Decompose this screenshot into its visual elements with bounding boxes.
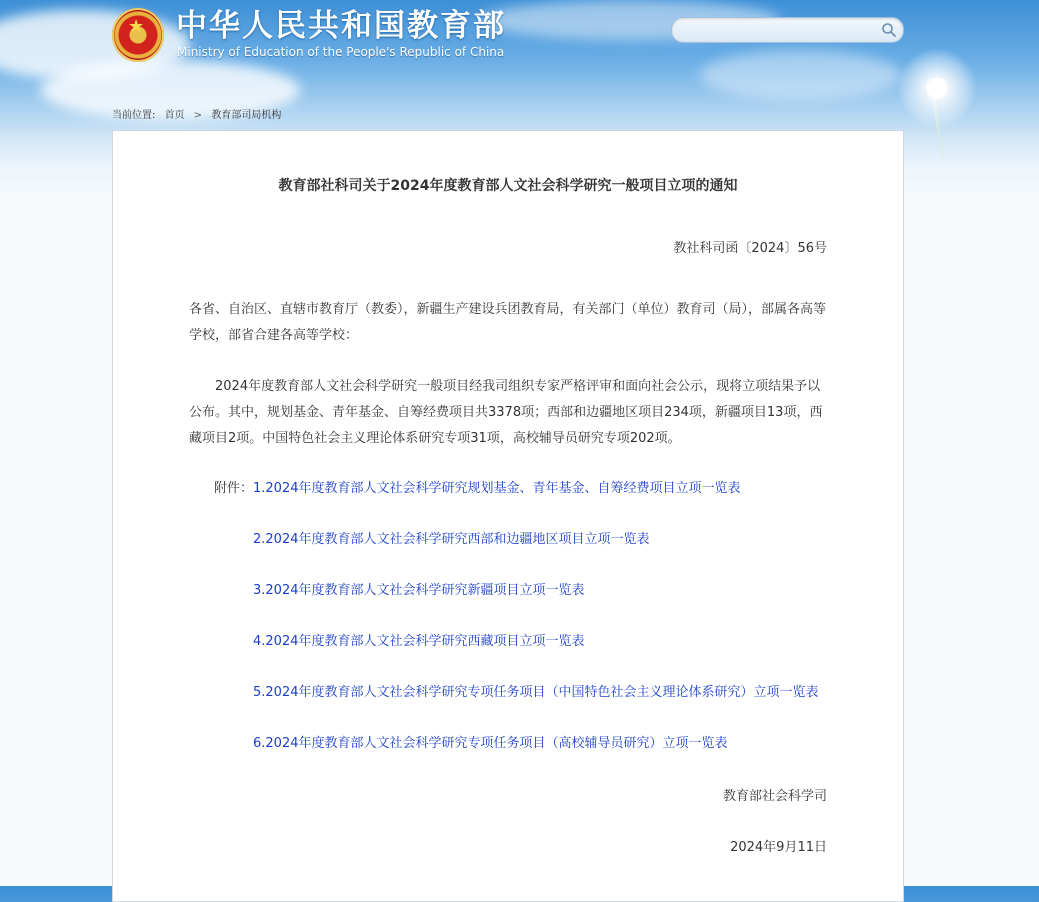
salutation-paragraph: 各省、自治区、直辖市教育厅（教委），新疆生产建设兵团教育局，有关部门（单位）教育司（局），部属各高等学校，部省合建各高等学校： xyxy=(189,302,827,343)
search-icon[interactable] xyxy=(881,22,897,38)
attachment-link-3[interactable]: 3.2024年度教育部人文社会科学研究新疆项目立项一览表 xyxy=(253,583,585,598)
breadcrumb-separator-icon: > xyxy=(193,110,203,121)
breadcrumb-home-link[interactable]: 首页 xyxy=(164,110,185,121)
dandelion-decoration xyxy=(897,48,977,128)
signer: 教育部社会科学司 xyxy=(722,789,827,804)
publish-date: 2024年9月11日 xyxy=(730,840,827,855)
site-title-english: Ministry of Education of the People's Republic of China xyxy=(177,45,505,59)
article-panel xyxy=(112,130,904,902)
body-paragraph: 2024年度教育部人文社会科学研究一般项目经我司组织专家严格评审和面向社会公示，现将立项结果予以公布。其中，规划基金、青年基金、自筹经费项目共3378项；西部和边疆地区项目234项，新疆项目13项，西藏项目2项。中国特色社会主义理论体系研究专项31项，高校辅导员研究专项202项。 xyxy=(189,379,823,446)
attachment-link-1[interactable]: 1.2024年度教育部人文社会科学研究规划基金、青年基金、自筹经费项目立项一览表 xyxy=(253,481,741,496)
attachment-link-6[interactable]: 6.2024年度教育部人文社会科学研究专项任务项目（高校辅导员研究）立项一览表 xyxy=(253,736,728,751)
national-emblem-logo xyxy=(112,8,164,62)
site-header xyxy=(112,4,532,66)
cloud-decoration xyxy=(700,50,900,100)
star-icon: ★ xyxy=(128,16,145,37)
breadcrumb-current-link[interactable]: 教育部司局机构 xyxy=(211,110,282,121)
document-number: 教社科司函〔2024〕56号 xyxy=(673,241,827,256)
attachment-label: 附件： xyxy=(214,481,254,496)
attachment-link-5[interactable]: 5.2024年度教育部人文社会科学研究专项任务项目（中国特色社会主义理论体系研究）立项一览表 xyxy=(253,685,819,700)
attachment-link-4[interactable]: 4.2024年度教育部人文社会科学研究西藏项目立项一览表 xyxy=(253,634,585,649)
search-box xyxy=(671,17,904,43)
breadcrumb xyxy=(112,106,287,121)
breadcrumb-prefix: 当前位置: xyxy=(112,110,156,121)
article-title: 教育部社科司关于2024年度教育部人文社会科学研究一般项目立项的通知 xyxy=(278,178,738,194)
attachment-link-2[interactable]: 2.2024年度教育部人文社会科学研究西部和边疆地区项目立项一览表 xyxy=(253,532,650,547)
search-input[interactable] xyxy=(682,21,876,41)
site-title-chinese: 中华人民共和国教育部 xyxy=(176,8,506,44)
